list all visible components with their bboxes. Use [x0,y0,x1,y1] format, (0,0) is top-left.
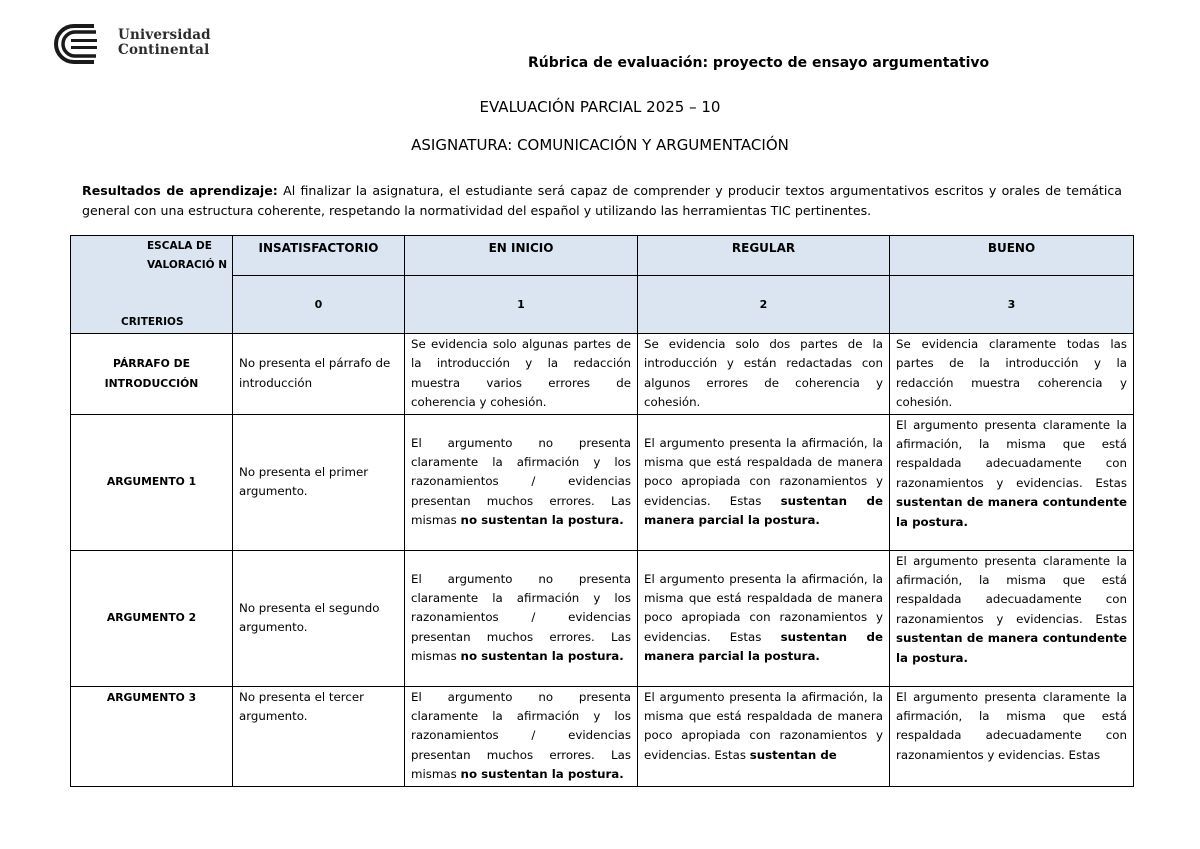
criterion-cell: ARGUMENTO 2 [71,550,233,686]
level-0-cell: No presenta el primer argumento. [233,414,405,550]
level-2-bold: sustentan de manera parcial la postura. [644,493,884,528]
continental-logo-icon [54,22,112,66]
level-3-bold: sustentan de manera contundente la postura. [896,495,1127,529]
level-0-cell: No presenta el segundo argumento. [233,550,405,686]
level-3-text: El argumento presenta claramente la afirmación, la misma que está respaldada adecuadamente con razonamientos y evidencias. Estas [896,417,1127,490]
learning-results-label: Resultados de aprendizaje: [82,183,278,198]
subject-heading: ASIGNATURA: COMUNICACIÓN Y ARGUMENTACIÓN [411,136,789,154]
level-1-text: El argumento no presenta claramente la afirmación y los razonamientos / evidencias presentan muchos errores. Las mismas [411,689,631,782]
level-0-cell: No presenta el párrafo de introducción [233,334,405,415]
level-regular: REGULAR [638,236,890,276]
logo-wordmark [118,28,211,58]
score-0: 0 [233,276,405,334]
rubric-row-introduccion [71,334,1134,415]
rubric-header-row [71,236,1134,276]
level-2-bold: sustentan de [749,747,837,762]
level-3-cell: El argumento presenta claramente la afirmación, la misma que está respaldada adecuadamente con razonamientos y evidencias. Estas [890,686,1134,786]
level-2-bold: sustentan de manera parcial la postura. [644,629,884,664]
level-1-text: El argumento no presenta claramente la afirmación y los razonamientos / evidencias presentan muchos errores. Las mismas [411,435,631,528]
level-insatisfactorio: INSATISFACTORIO [233,236,405,276]
criteria-label: CRITERIOS [121,315,184,328]
level-en-inicio: EN INICIO [405,236,638,276]
evaluation-heading: EVALUACIÓN PARCIAL 2025 – 10 [479,98,721,116]
rubric-row-argumento-1 [71,414,1134,550]
level-1-cell [405,550,638,686]
score-2: 2 [638,276,890,334]
scale-label: ESCALA DE VALORACIÓ N [147,240,227,271]
level-2-cell [638,414,890,550]
level-1-bold: no sustentan la postura. [460,649,624,664]
logo-line-1: Universidad [118,27,211,43]
rubric-row-argumento-2 [71,550,1134,686]
rubric-table [70,235,1134,787]
level-1-cell [405,414,638,550]
rubric-row-argumento-3 [71,686,1134,786]
level-bueno: BUENO [890,236,1134,276]
learning-results-text: Al finalizar la asignatura, el estudiante será capaz de comprender y producir textos argumentativos escritos y orales de temática general con una estructura coherente, respetando la normatividad del español y utilizando las herramientas TIC pertinentes. [82,183,1123,218]
learning-results [82,181,1122,221]
level-2-text: El argumento presenta la afirmación, la misma que está respaldada de manera poco apropiada con razonamientos y evidencias. Estas [644,571,883,644]
level-3-text: El argumento presenta claramente la afirmación, la misma que está respaldada adecuadamente con razonamientos y evidencias. Estas [896,553,1127,626]
score-3: 3 [890,276,1134,334]
criterion-cell: ARGUMENTO 3 [71,686,233,786]
level-3-bold: sustentan de manera contundente la postura. [896,631,1127,665]
document-title: Rúbrica de evaluación: proyecto de ensayo argumentativo [528,55,990,71]
university-logo [54,22,214,66]
level-1-text: El argumento no presenta claramente la afirmación y los razonamientos / evidencias presentan muchos errores. Las mismas [411,571,631,664]
logo-line-2: Continental [118,42,210,58]
level-2-cell [638,550,890,686]
level-1-cell: Se evidencia solo algunas partes de la introducción y la redacción muestra varios errores de coherencia y cohesión. [405,334,638,415]
score-1: 1 [405,276,638,334]
level-0-cell: No presenta el tercer argumento. [233,686,405,786]
level-2-text: El argumento presenta la afirmación, la misma que está respaldada de manera poco apropiada con razonamientos y evidencias. Estas [644,435,883,508]
level-3-cell: Se evidencia claramente todas las partes de la introducción y la redacción muestra coherencia y cohesión. [890,334,1134,415]
criterion-cell: PÁRRAFO DE INTRODUCCIÓN [71,334,233,415]
criterion-cell: ARGUMENTO 1 [71,414,233,550]
level-3-cell [890,550,1134,686]
level-2-cell: Se evidencia solo dos partes de la introducción y están redactadas con algunos errores de coherencia y cohesión. [638,334,890,415]
corner-cell [71,236,233,334]
level-3-cell [890,414,1134,550]
level-2-cell [638,686,890,786]
level-1-bold: no sustentan la postura. [460,767,624,782]
level-1-bold: no sustentan la postura. [460,513,624,528]
level-2-text: El argumento presenta la afirmación, la misma que está respaldada de manera poco apropiada con razonamientos y evidencias. Estas [644,689,883,762]
level-1-cell [405,686,638,786]
